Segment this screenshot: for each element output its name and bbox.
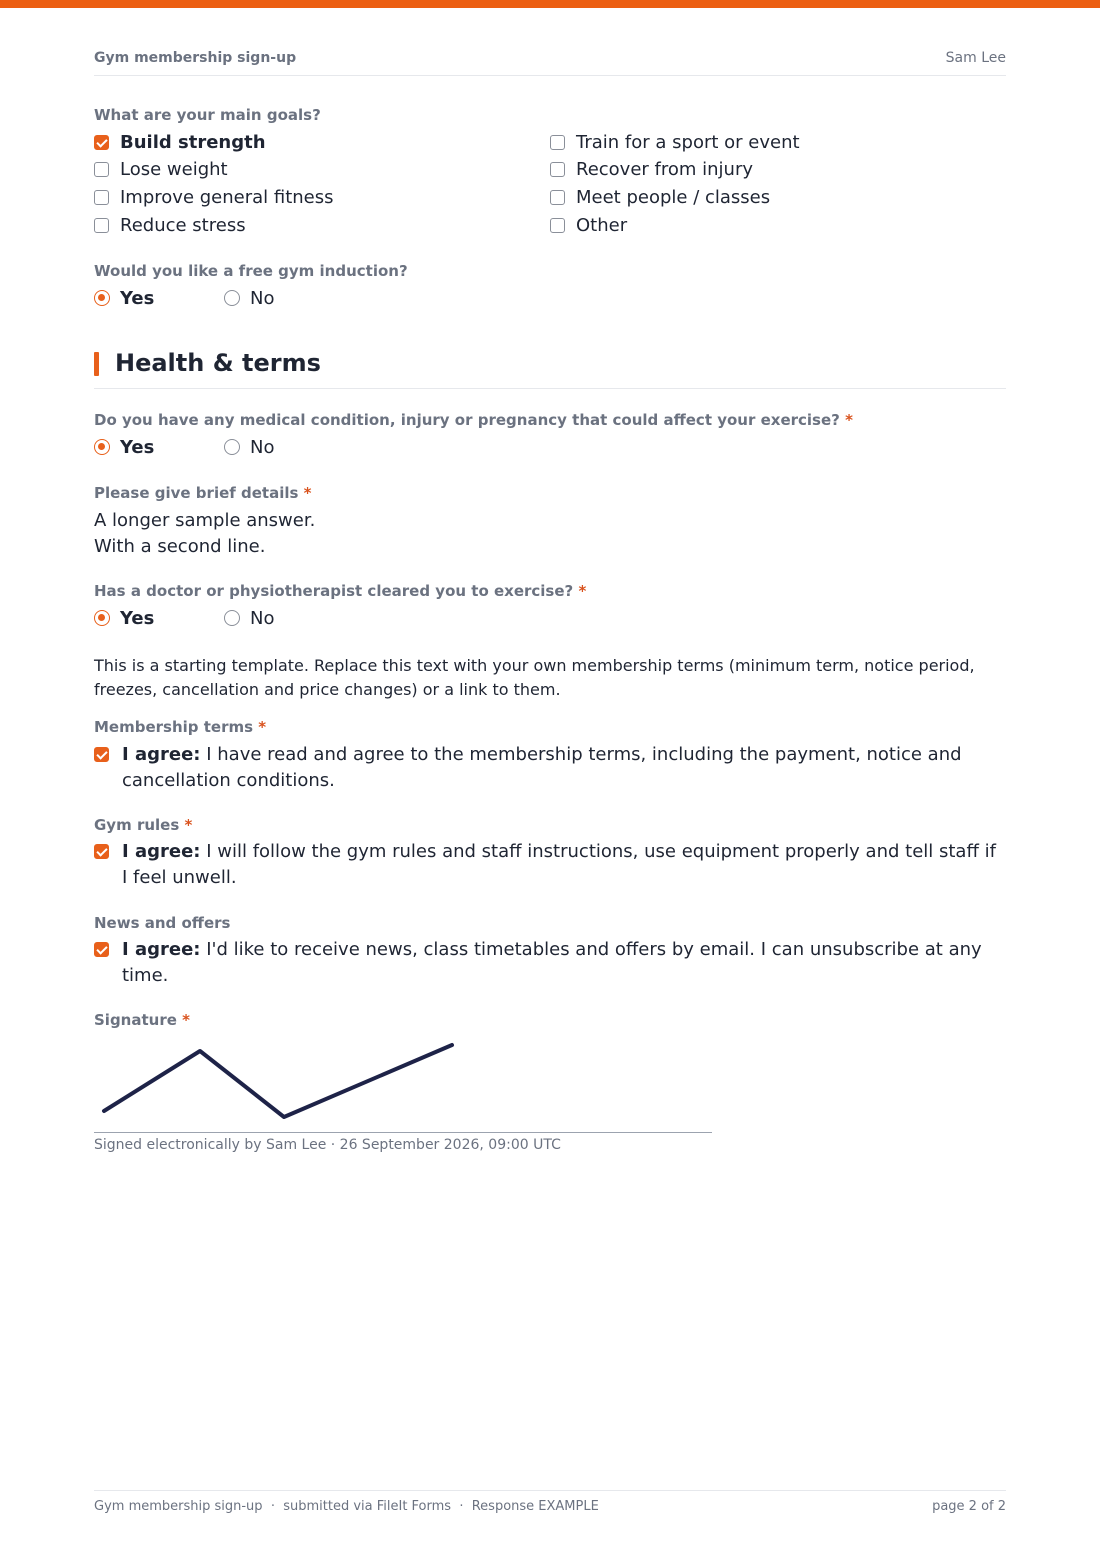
radio-selected-icon[interactable] <box>94 439 110 455</box>
goal-option-reduce-stress[interactable]: Reduce stress <box>94 213 246 237</box>
required-marker: * <box>182 1011 190 1029</box>
checkbox-icon[interactable] <box>550 162 565 177</box>
checkbox-icon[interactable] <box>550 135 565 150</box>
goal-option-sport-event[interactable]: Train for a sport or event <box>550 130 800 154</box>
cleared-yes-radio[interactable]: Yes <box>94 606 154 630</box>
radio-icon[interactable] <box>224 610 240 626</box>
induction-yes-radio[interactable]: Yes <box>94 286 154 310</box>
radio-selected-icon[interactable] <box>94 610 110 626</box>
checkbox-icon[interactable] <box>550 190 565 205</box>
signature-caption: Signed electronically by Sam Lee · 26 September 2026, 09:00 UTC <box>94 1137 561 1153</box>
section-title: Health & terms <box>115 349 321 377</box>
medical-yes-radio[interactable]: Yes <box>94 435 154 459</box>
checkbox-icon[interactable] <box>94 162 109 177</box>
goal-option-meet-people[interactable]: Meet people / classes <box>550 185 770 209</box>
goals-label: What are your main goals? <box>94 106 321 124</box>
footer-info: Gym membership sign-up · submitted via FileIt Forms · Response EXAMPLE <box>94 1499 599 1514</box>
induction-label: Would you like a free gym induction? <box>94 262 408 280</box>
checkbox-checked-icon[interactable] <box>94 747 109 762</box>
radio-icon[interactable] <box>224 439 240 455</box>
checkbox-checked-icon[interactable] <box>94 844 109 859</box>
medical-no-radio[interactable]: No <box>224 435 274 459</box>
checkbox-icon[interactable] <box>94 218 109 233</box>
signature-drawing <box>94 1036 712 1133</box>
checkbox-icon[interactable] <box>94 190 109 205</box>
goal-option-recover-injury[interactable]: Recover from injury <box>550 157 753 181</box>
required-marker: * <box>845 411 853 429</box>
details-label: Please give brief details * <box>94 484 312 502</box>
respondent-name: Sam Lee <box>945 50 1006 66</box>
form-title: Gym membership sign-up <box>94 50 297 66</box>
induction-no-radio[interactable]: No <box>224 286 274 310</box>
cleared-label: Has a doctor or physiotherapist cleared you to exercise? * <box>94 582 587 600</box>
signature-label: Signature * <box>94 1011 190 1029</box>
radio-icon[interactable] <box>224 290 240 306</box>
goal-option-build-strength[interactable]: Build strength <box>94 130 266 154</box>
page-footer <box>94 1490 1006 1520</box>
goal-option-other[interactable]: Other <box>550 213 627 237</box>
cleared-no-radio[interactable]: No <box>224 606 274 630</box>
checkbox-icon[interactable] <box>550 218 565 233</box>
required-marker: * <box>258 718 267 736</box>
news-agreement[interactable]: I agree: I'd like to receive news, class timetables and offers by email. I can unsubscribe at any time. <box>94 937 1006 989</box>
required-marker: * <box>184 816 193 834</box>
medical-label: Do you have any medical condition, injury or pregnancy that could affect your exercise? * <box>94 411 853 429</box>
checkbox-checked-icon[interactable] <box>94 942 109 957</box>
goal-option-general-fitness[interactable]: Improve general fitness <box>94 185 334 209</box>
page-header <box>94 48 1006 76</box>
membership-terms-label: Membership terms * <box>94 718 267 736</box>
page-number: page 2 of 2 <box>932 1499 1006 1514</box>
signature-box <box>94 1036 712 1133</box>
gym-rules-agreement[interactable]: I agree: I will follow the gym rules and staff instructions, use equipment properly and tell staff if I feel unwell. <box>94 839 1006 891</box>
goal-option-lose-weight[interactable]: Lose weight <box>94 157 228 181</box>
required-marker: * <box>578 582 587 600</box>
details-answer: A longer sample answer. With a second line. <box>94 510 316 557</box>
checkbox-checked-icon[interactable] <box>94 135 109 150</box>
terms-note: This is a starting template. Replace this text with your own membership terms (minimum term, notice period, freezes, cancellation and price changes) or a link to them. <box>94 656 975 699</box>
section-header <box>94 348 1006 389</box>
required-marker: * <box>303 484 312 502</box>
section-accent-bar <box>94 352 99 376</box>
gym-rules-label: Gym rules * <box>94 816 193 834</box>
news-label: News and offers <box>94 914 231 932</box>
membership-terms-agreement[interactable]: I agree: I have read and agree to the membership terms, including the payment, notice and cancellation conditions. <box>94 742 1006 794</box>
radio-selected-icon[interactable] <box>94 290 110 306</box>
top-accent-bar <box>0 0 1100 8</box>
